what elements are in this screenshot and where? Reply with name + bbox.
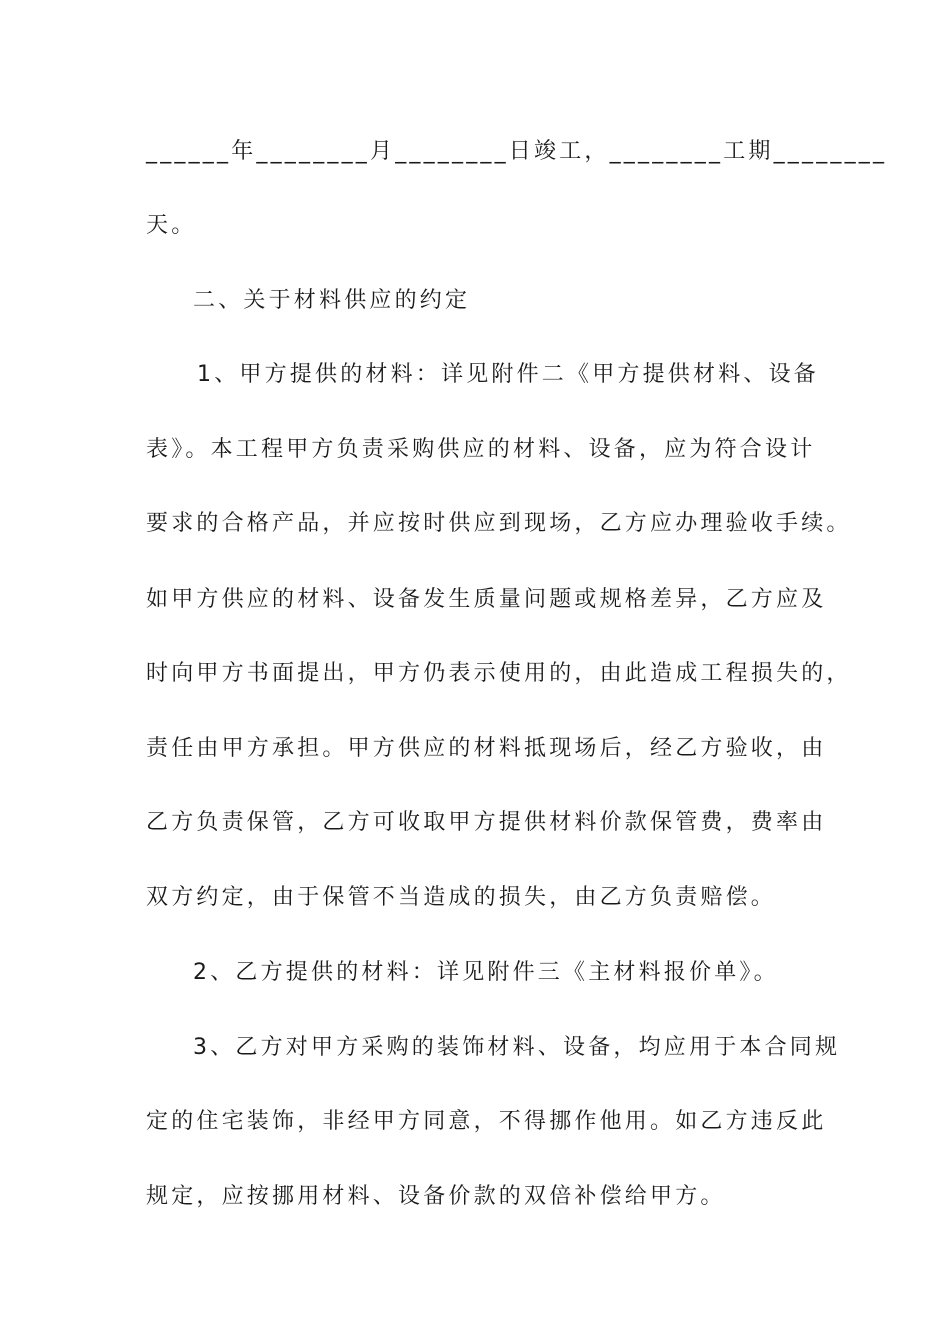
text-line: 表》。本工程甲方负责采购供应的材料、设备，应为符合设计 (146, 437, 816, 462)
text-line-clause-3-start: 3、乙方对甲方采购的装饰材料、设备，均应用于本合同规 (193, 1035, 841, 1060)
text-line: 要求的合格产品，并应按时供应到现场，乙方应办理验收手续。 (146, 511, 852, 536)
text-line: 双方约定，由于保管不当造成的损失，由乙方负责赔偿。 (146, 885, 777, 910)
text-line-days: 天。 (146, 213, 197, 238)
text-line: 规定，应按挪用材料、设备价款的双倍补偿给甲方。 (146, 1184, 726, 1209)
text-line: 定的住宅装饰，非经甲方同意，不得挪作他用。如乙方违反此 (146, 1109, 827, 1134)
text-line-completion-date: ______年________月________日竣工，________工期________ (146, 139, 888, 164)
section-heading-material-supply: 二、关于材料供应的约定 (193, 288, 471, 313)
text-line-clause-1-start: 1、甲方提供的材料：详见附件二《甲方提供材料、设备 (197, 362, 819, 387)
text-line: 乙方负责保管，乙方可收取甲方提供材料价款保管费，费率由 (146, 810, 827, 835)
text-line-clause-2: 2、乙方提供的材料：详见附件三《主材料报价单》。 (193, 960, 779, 985)
text-line: 责任由甲方承担。甲方供应的材料抵现场后，经乙方验收，由 (146, 736, 827, 761)
text-line: 如甲方供应的材料、设备发生质量问题或规格差异，乙方应及 (146, 587, 827, 612)
text-line: 时向甲方书面提出，甲方仍表示使用的，由此造成工程损失的， (146, 661, 852, 686)
